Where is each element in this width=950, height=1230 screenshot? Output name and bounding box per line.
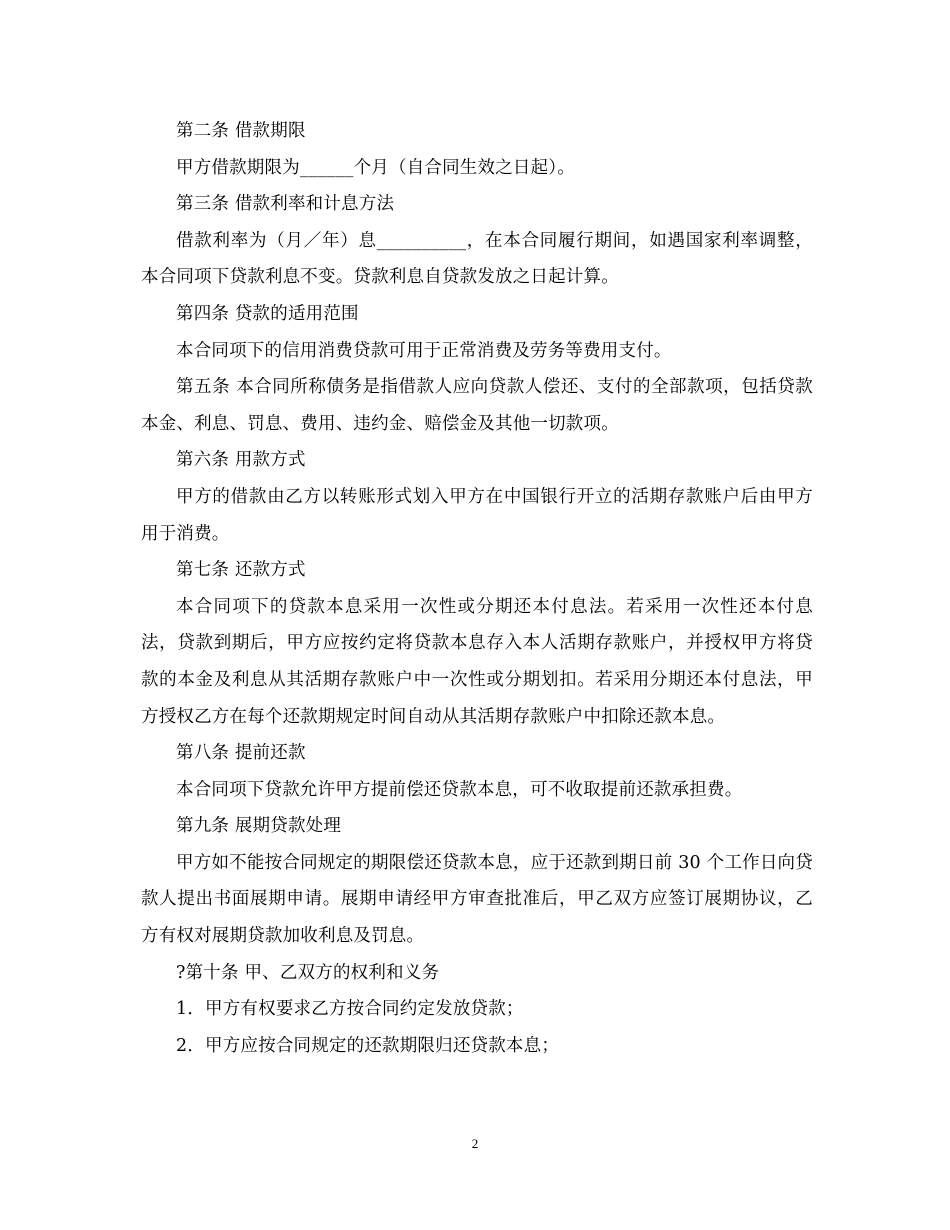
page-number: 2 xyxy=(471,1136,479,1151)
clause-8-heading: 第八条 提前还款 xyxy=(176,743,306,764)
clause-10-item-1: 1．甲方有权要求乙方按合同约定发放贷款； xyxy=(176,999,524,1020)
clause-9-text: 甲方如不能按合同规定的期限偿还贷款本息，应于还款到期日前 30 个工作日向贷款人提出书面展期申请。展期申请经甲方审查批准后，甲乙双方应签订展期协议，乙方有权对展期贷款加收利息及罚息。 xyxy=(141,852,813,947)
clause-3-text: 借款利率为（月／年）息__________，在本合同履行期间，如遇国家利率调整，本合同项下贷款利息不变。贷款利息自贷款发放之日起计算。 xyxy=(141,230,813,288)
clause-10-item-2: 2．甲方应按合同规定的还款期限归还贷款本息； xyxy=(176,1035,560,1056)
clause-8-text: 本合同项下贷款允许甲方提前偿还贷款本息，可不收取提前还款承担费。 xyxy=(176,779,743,800)
clause-10-heading: ?第十条 甲、乙双方的权利和义务 xyxy=(176,962,440,983)
clause-4-heading: 第四条 贷款的适用范围 xyxy=(176,303,359,324)
clause-5-text: 第五条 本合同所称债务是指借款人应向贷款人偿还、支付的全部款项，包括贷款本金、利息、罚息、费用、违约金、赔偿金及其他一切款项。 xyxy=(141,377,813,434)
clause-2-text: 甲方借款期限为______个月（自合同生效之日起）。 xyxy=(176,157,575,178)
clause-4-text: 本合同项下的信用消费贷款可用于正常消费及劳务等费用支付。 xyxy=(176,340,672,361)
clause-2-heading: 第二条 借款期限 xyxy=(176,121,306,141)
clause-7-heading: 第七条 还款方式 xyxy=(176,560,306,581)
clause-6-heading: 第六条 用款方式 xyxy=(176,450,306,471)
clause-7-text: 本合同项下的贷款本息采用一次性或分期还本付息法。若采用一次性还本付息法，贷款到期后，甲方应按约定将贷款本息存入本人活期存款账户，并授权甲方将贷款的本金及利息从其活期存款账户中一次性或分期划扣。若采用分期还本付息法，甲方授权乙方在每个还款期规定时间自动从其活期存款账户中扣除还款本息。 xyxy=(141,596,813,727)
clause-3-heading: 第三条 借款利率和计息方法 xyxy=(176,194,395,215)
clause-6-text: 甲方的借款由乙方以转账形式划入甲方在中国银行开立的活期存款账户后由甲方用于消费。 xyxy=(141,486,813,544)
document-body xyxy=(141,113,813,1064)
clause-9-heading: 第九条 展期贷款处理 xyxy=(176,816,342,837)
